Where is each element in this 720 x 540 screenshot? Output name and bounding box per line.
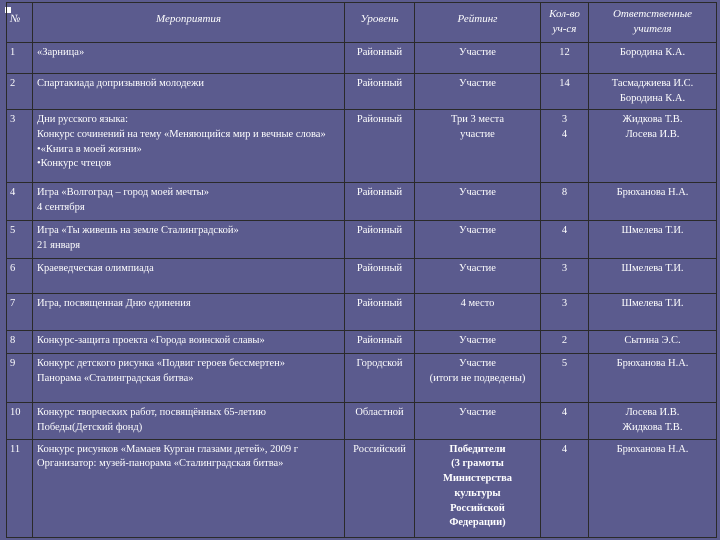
cell-event-line: «Зарница» [37, 47, 85, 58]
cell-event [33, 439, 345, 537]
cell-num: 8 [7, 331, 33, 354]
cell-count-line: 4 [561, 129, 568, 141]
cell-event-line: Организатор: музей-панорама «Сталинградская битва» [37, 458, 284, 470]
cell-rating-line: Участие [459, 225, 496, 237]
cell-teachers [589, 74, 717, 110]
cell-count-line: 12 [559, 47, 570, 58]
cell-event [33, 403, 345, 439]
cell-level: Районный [345, 183, 415, 221]
cell-rating [415, 259, 541, 294]
cell-rating-line: культуры [454, 487, 501, 499]
table-body [7, 43, 717, 538]
cell-count [541, 183, 589, 221]
cell-num: 7 [7, 294, 33, 331]
cell-count [541, 354, 589, 403]
cell-count [541, 403, 589, 439]
cell-count-line: 2 [561, 335, 568, 347]
cell-num: 5 [7, 221, 33, 259]
cell-rating [415, 183, 541, 221]
cell-level: Районный [345, 294, 415, 331]
cell-event-line: Краеведческая олимпиада [37, 263, 154, 275]
table-row [7, 354, 717, 403]
cell-teachers-line: Тасмаджиева И.С. [611, 78, 694, 89]
cell-level: Районный [345, 110, 415, 183]
cell-teachers-line: Лосева И.В. [625, 407, 680, 419]
cell-teachers [589, 259, 717, 294]
table-row [7, 259, 717, 294]
cell-count-line: 5 [561, 358, 568, 370]
cell-level: Районный [345, 43, 415, 74]
table-row [7, 183, 717, 221]
cell-count-line: 3 [561, 114, 568, 126]
cell-rating-line: участие [460, 129, 495, 141]
cell-rating-line: 4 место [460, 298, 495, 310]
cell-event-line: •Конкурс чтецов [37, 158, 112, 170]
cell-num: 3 [7, 110, 33, 183]
cell-event [33, 221, 345, 259]
cell-event [33, 259, 345, 294]
cell-event-line: Игра, посвященная Дню единения [37, 298, 191, 310]
cell-teachers-line: Жидкова Т.В. [622, 114, 683, 126]
cell-rating [415, 354, 541, 403]
cell-teachers-line: Брюханова Н.А. [616, 187, 689, 199]
cell-rating [415, 294, 541, 331]
cell-rating-line: Участие [459, 187, 496, 199]
table-row [7, 74, 717, 110]
cell-teachers-line: Шмелева Т.И. [621, 225, 684, 237]
cell-event-line: 4 сентября [37, 202, 85, 214]
cell-count-line: 4 [561, 443, 568, 455]
cell-count [541, 259, 589, 294]
cell-teachers-line: Бородина К.А. [619, 47, 686, 58]
cell-teachers [589, 439, 717, 537]
cell-event [33, 331, 345, 354]
cell-teachers [589, 354, 717, 403]
cell-count [541, 110, 589, 183]
cell-level: Городской [345, 354, 415, 403]
cell-teachers [589, 331, 717, 354]
header-num: № [7, 3, 33, 43]
cell-count [541, 439, 589, 537]
cell-num: 2 [7, 74, 33, 110]
cell-teachers-line: Сытина Э.С. [624, 335, 681, 347]
table-header-row [7, 3, 717, 43]
cell-count [541, 74, 589, 110]
table-row [7, 403, 717, 439]
cell-count-line: 3 [561, 263, 568, 275]
table-row [7, 294, 717, 331]
cell-num: 1 [7, 43, 33, 74]
cell-level: Районный [345, 331, 415, 354]
header-teachers: Ответственные учителя [589, 3, 717, 43]
cell-num: 9 [7, 354, 33, 403]
cell-event-line: Конкурс-защита проекта «Города воинской славы» [37, 335, 265, 347]
cell-count [541, 221, 589, 259]
cell-num: 6 [7, 259, 33, 294]
cell-teachers [589, 110, 717, 183]
table-row [7, 110, 717, 183]
table-row [7, 439, 717, 537]
cell-event-line: Дни русского языка: [37, 114, 128, 126]
cell-rating-line: (итоги не подведены) [429, 373, 526, 385]
cell-rating [415, 331, 541, 354]
header-count: Кол-во уч-ся [541, 3, 589, 43]
cell-teachers-line: Бородина К.А. [619, 92, 686, 104]
cell-teachers [589, 183, 717, 221]
cell-event [33, 354, 345, 403]
cell-rating-line: Участие [459, 358, 496, 370]
cell-rating [415, 439, 541, 537]
cell-num: 11 [7, 439, 33, 537]
cell-count-line: 3 [561, 298, 568, 310]
cell-rating-line: Участие [459, 335, 496, 347]
cell-count [541, 43, 589, 74]
cell-event-line: Конкурс рисунков «Мамаев Курган глазами детей», 2009 г [37, 443, 299, 455]
cell-event-line: Спартакиада допризывной молодежи [37, 78, 204, 89]
cell-level: Районный [345, 221, 415, 259]
cell-event-line: Игра «Волгоград – город моей мечты» [37, 187, 209, 199]
cell-level: Районный [345, 74, 415, 110]
cell-teachers [589, 43, 717, 74]
cell-event-line: Конкурс детского рисунка «Подвиг героев бессмертен» [37, 358, 286, 370]
cell-teachers [589, 294, 717, 331]
cell-rating-line: Участие [459, 47, 496, 58]
cell-rating-line: Участие [459, 407, 496, 419]
header-level: Уровень [345, 3, 415, 43]
cell-rating-line: Победители [449, 443, 506, 455]
cell-teachers-line: Жидкова Т.В. [622, 422, 683, 434]
cell-rating-line: Министерства [442, 473, 513, 485]
cell-event [33, 43, 345, 74]
cell-count-line: 8 [561, 187, 568, 199]
cell-rating [415, 74, 541, 110]
table-row [7, 331, 717, 354]
header-event: Мероприятия [33, 3, 345, 43]
header-rating: Рейтинг [415, 3, 541, 43]
cell-teachers-line: Лосева И.В. [625, 129, 680, 141]
table-row [7, 43, 717, 74]
cell-rating-line: Федерации) [449, 517, 506, 529]
cell-event-line: Панорама «Сталинградская битва» [37, 373, 194, 385]
cell-rating-line: Участие [459, 78, 496, 89]
cell-count [541, 331, 589, 354]
cell-rating-line: (3 грамоты [451, 458, 504, 470]
cell-event [33, 294, 345, 331]
cell-event [33, 183, 345, 221]
cell-event-line: Конкурс творческих работ, посвящённых 65-летию Победы(Детский фонд) [37, 407, 266, 434]
cell-teachers [589, 221, 717, 259]
cell-rating [415, 43, 541, 74]
cell-event-line: Конкурс сочинений на тему «Меняющийся мир и вечные слова» [37, 129, 326, 141]
cell-event-line: Игра «Ты живешь на земле Сталинградской» [37, 225, 239, 237]
cell-rating [415, 221, 541, 259]
cell-rating [415, 110, 541, 183]
cell-level: Российский [345, 439, 415, 537]
cell-event [33, 74, 345, 110]
cell-num: 10 [7, 403, 33, 439]
cell-count-line: 4 [561, 225, 568, 237]
cell-teachers-line: Брюханова Н.А. [616, 443, 689, 455]
events-table-container [6, 2, 716, 538]
cell-rating-line: Участие [459, 263, 496, 275]
cell-event-line: 21 января [37, 240, 81, 252]
cell-teachers-line: Шмелева Т.И. [621, 298, 684, 310]
cell-level: Районный [345, 259, 415, 294]
cell-level: Областной [345, 403, 415, 439]
events-table [6, 2, 717, 538]
cell-count [541, 294, 589, 331]
cell-count-line: 14 [559, 78, 570, 89]
cell-event [33, 110, 345, 183]
cell-teachers-line: Брюханова Н.А. [616, 358, 689, 370]
cell-rating-line: Российской [450, 502, 505, 514]
cell-rating [415, 403, 541, 439]
cell-num: 4 [7, 183, 33, 221]
cell-rating-line: Три 3 места [451, 114, 504, 126]
cell-teachers-line: Шмелева Т.И. [621, 263, 684, 275]
cell-teachers [589, 403, 717, 439]
table-row [7, 221, 717, 259]
cell-count-line: 4 [561, 407, 568, 419]
cell-event-line: •«Книга в моей жизни» [37, 143, 142, 155]
